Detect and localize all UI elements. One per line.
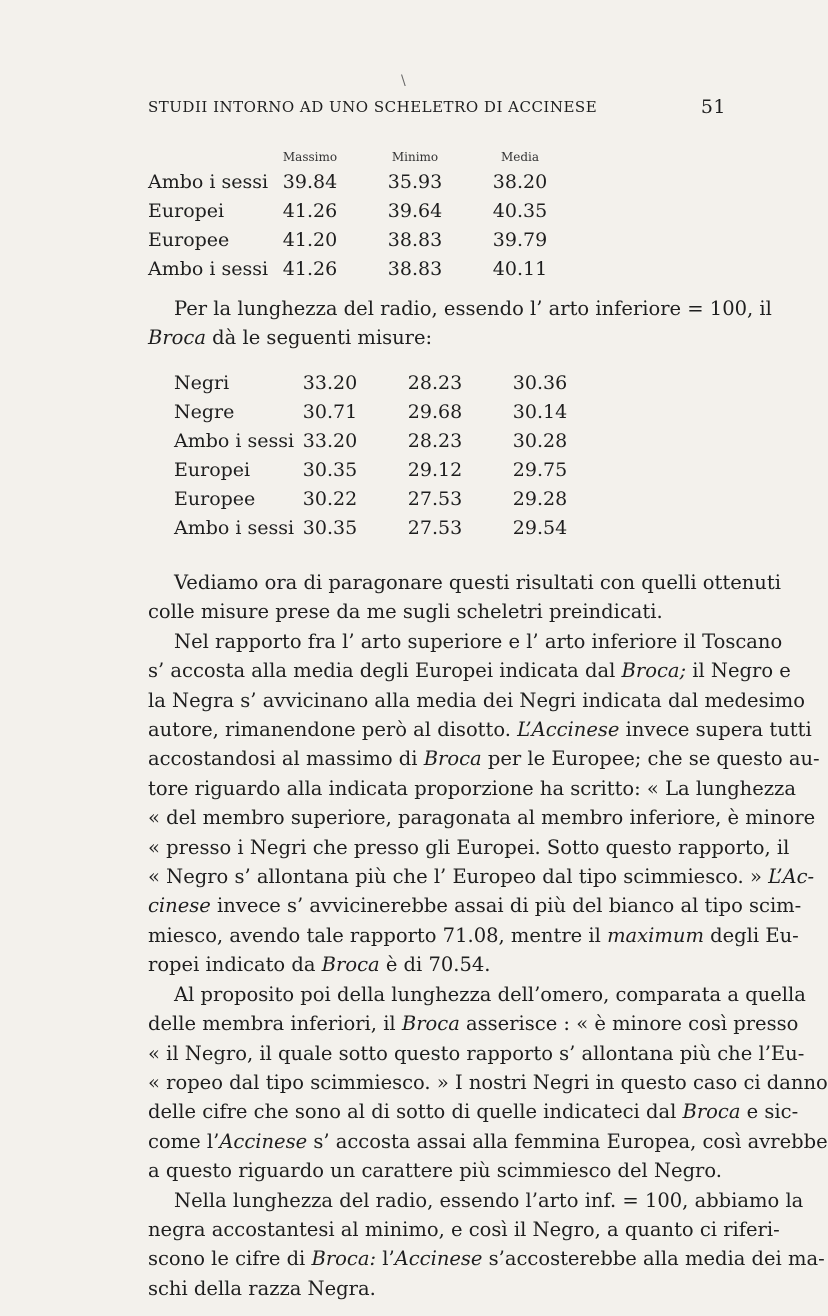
cell-massimo: 41.20	[282, 229, 338, 251]
margin-mark: \	[401, 73, 406, 89]
text-line	[148, 1127, 828, 1156]
cell-minimo: 38.83	[387, 258, 443, 280]
text-run: degli Eu-	[703, 923, 799, 947]
text-run: invece s’ avvicinerebbe assai di più del bianco al tipo scim-	[210, 894, 802, 918]
paragraph	[148, 980, 828, 1186]
cell-media: 30.28	[512, 430, 568, 452]
text-run: come l’	[148, 1129, 220, 1153]
text-line: negra accostantesi al minimo, e così il Negro, a quanto ci riferi-	[148, 1217, 780, 1241]
text-line	[148, 715, 812, 744]
cell-minimo: 27.53	[407, 488, 463, 510]
row-label: Europei	[174, 459, 251, 481]
emphasis: Accinese	[394, 1247, 483, 1271]
row-label: Ambo i sessi	[148, 258, 269, 280]
emphasis: L’Accinese	[517, 718, 620, 742]
text-run: è di 70.54.	[379, 953, 491, 977]
text-line: « il Negro, il quale sotto questo rapporto s’ allontana più che l’Eu-	[148, 1041, 805, 1065]
cell-massimo: 33.20	[302, 372, 358, 394]
emphasis: L’Ac-	[768, 865, 815, 889]
cell-media: 29.75	[512, 459, 568, 481]
cell-massimo: 30.35	[302, 459, 358, 481]
cell-minimo: 28.23	[407, 430, 463, 452]
cell-minimo: 27.53	[407, 517, 463, 539]
cell-media: 40.35	[492, 200, 548, 222]
column-header-massimo: Massimo	[282, 150, 338, 164]
text-run: s’ accosta assai alla femmina Europea, così avrebbe	[307, 1129, 828, 1153]
cell-media: 40.11	[492, 258, 548, 280]
text-run: « Negro s’ allontana più che l’ Europeo dal tipo scimmiesco. »	[148, 865, 769, 889]
table-row	[0, 488, 800, 518]
cell-massimo: 30.35	[302, 517, 358, 539]
text-line: Nella lunghezza del radio, essendo l’arto inf. = 100, abbiamo la	[174, 1188, 804, 1212]
text-line: Per la lunghezza del radio, essendo l’ arto inferiore = 100, il	[174, 297, 772, 320]
emphasis: cinese	[148, 894, 211, 918]
text-line	[148, 323, 726, 352]
emphasis: Broca	[321, 953, 380, 977]
text-run: invece supera tutti	[619, 718, 812, 742]
text-line: a questo riguardo un carattere più scimmiesco del Negro.	[148, 1159, 722, 1183]
emphasis: Broca	[148, 326, 206, 350]
emphasis: Broca;	[621, 659, 687, 683]
row-label: Negre	[174, 401, 235, 423]
emphasis: Broca	[401, 1012, 460, 1036]
cell-media: 39.79	[492, 229, 548, 251]
cell-minimo: 29.68	[407, 401, 463, 423]
body-text	[148, 568, 828, 1303]
text-run: l’	[376, 1247, 395, 1271]
row-label: Ambo i sessi	[174, 430, 295, 452]
text-run: e sic-	[740, 1100, 799, 1124]
text-line: « ropeo dal tipo scimmiesco. » I nostri Negri in questo caso ci danno	[148, 1070, 828, 1094]
text-line	[148, 862, 815, 891]
cell-massimo: 33.20	[302, 430, 358, 452]
table-row	[0, 372, 800, 402]
intro-paragraph	[148, 294, 772, 353]
text-run: delle cifre che sono al di sotto di quelle indicateci dal	[148, 1100, 683, 1124]
text-line: tore riguardo alla indicata proporzione ha scritto: « La lunghezza	[148, 776, 796, 800]
text-line	[148, 656, 791, 685]
cell-minimo: 39.64	[387, 200, 443, 222]
table-row	[0, 517, 800, 547]
row-label: Europei	[148, 200, 225, 222]
text-line	[148, 744, 820, 773]
cell-media: 29.54	[512, 517, 568, 539]
cell-minimo: 28.23	[407, 372, 463, 394]
text-run: il Negro e	[686, 659, 791, 683]
cell-massimo: 30.71	[302, 401, 358, 423]
cell-media: 30.36	[512, 372, 568, 394]
cell-minimo: 29.12	[407, 459, 463, 481]
text-run: autore, rimanendone però al disotto.	[148, 718, 518, 742]
emphasis: Broca	[423, 747, 482, 771]
text-line	[148, 1244, 825, 1273]
text-line	[148, 1009, 799, 1038]
cell-massimo: 39.84	[282, 171, 338, 193]
paragraph	[148, 1186, 825, 1304]
cell-media: 38.20	[492, 171, 548, 193]
row-label: Europee	[174, 488, 256, 510]
emphasis: Accinese	[219, 1129, 308, 1153]
emphasis: Broca:	[311, 1247, 377, 1271]
text-line: la Negra s’ avvicinano alla media dei Negri indicata dal medesimo	[148, 688, 806, 712]
cell-media: 29.28	[512, 488, 568, 510]
page-number: 51	[700, 96, 726, 118]
table-row	[0, 200, 800, 230]
paragraph	[148, 627, 820, 980]
table-row	[0, 229, 800, 259]
text-run: s’accosterebbe alla media dei ma-	[482, 1247, 825, 1271]
text-run: dà le seguenti misure:	[205, 326, 433, 350]
text-run: scono le cifre di	[148, 1247, 312, 1271]
table-row	[0, 258, 800, 288]
text-line: Nel rapporto fra l’ arto superiore e l’ arto inferiore il Toscano	[174, 629, 783, 653]
table-row	[0, 171, 800, 201]
text-line: colle misure prese da me sugli scheletri preindicati.	[148, 600, 663, 624]
running-head-title: STUDII INTORNO AD UNO SCHELETRO DI ACCINESE	[148, 98, 598, 116]
cell-massimo: 41.26	[282, 258, 338, 280]
text-line: Al proposito poi della lunghezza dell’omero, comparata a quella	[174, 982, 806, 1006]
cell-massimo: 41.26	[282, 200, 338, 222]
emphasis: Broca	[682, 1100, 741, 1124]
text-line	[148, 1097, 799, 1126]
text-run: per le Europee; che se questo au-	[481, 747, 820, 771]
text-run: miesco, avendo tale rapporto 71.08, mentre il	[148, 923, 608, 947]
paragraph	[148, 568, 781, 627]
text-line	[148, 891, 802, 920]
table-row	[0, 401, 800, 431]
text-line: Vediamo ora di paragonare questi risultati con quelli ottenuti	[174, 571, 781, 594]
column-header-minimo: Minimo	[391, 150, 439, 164]
table-row	[0, 459, 800, 489]
row-label: Ambo i sessi	[148, 171, 269, 193]
emphasis: maximum	[607, 923, 704, 947]
column-header-media: Media	[500, 150, 540, 164]
text-run: delle membra inferiori, il	[148, 1012, 402, 1036]
cell-minimo: 38.83	[387, 229, 443, 251]
row-label: Negri	[174, 372, 230, 394]
text-line	[148, 921, 799, 950]
text-line: « presso i Negri che presso gli Europei. Sotto questo rapporto, il	[148, 835, 790, 859]
cell-media: 30.14	[512, 401, 568, 423]
cell-massimo: 30.22	[302, 488, 358, 510]
text-run: asserisce : « è minore così presso	[459, 1012, 799, 1036]
text-line: « del membro superiore, paragonata al membro inferiore, è minore	[148, 806, 816, 830]
text-line	[148, 950, 726, 979]
text-run: s’ accosta alla media degli Europei indicata dal	[148, 659, 622, 683]
cell-minimo: 35.93	[387, 171, 443, 193]
row-label: Ambo i sessi	[174, 517, 295, 539]
text-line: schi della razza Negra.	[148, 1276, 376, 1300]
row-label: Europee	[148, 229, 230, 251]
text-run: ropei indicato da	[148, 953, 322, 977]
text-run: accostandosi al massimo di	[148, 747, 424, 771]
table-row	[0, 430, 800, 460]
